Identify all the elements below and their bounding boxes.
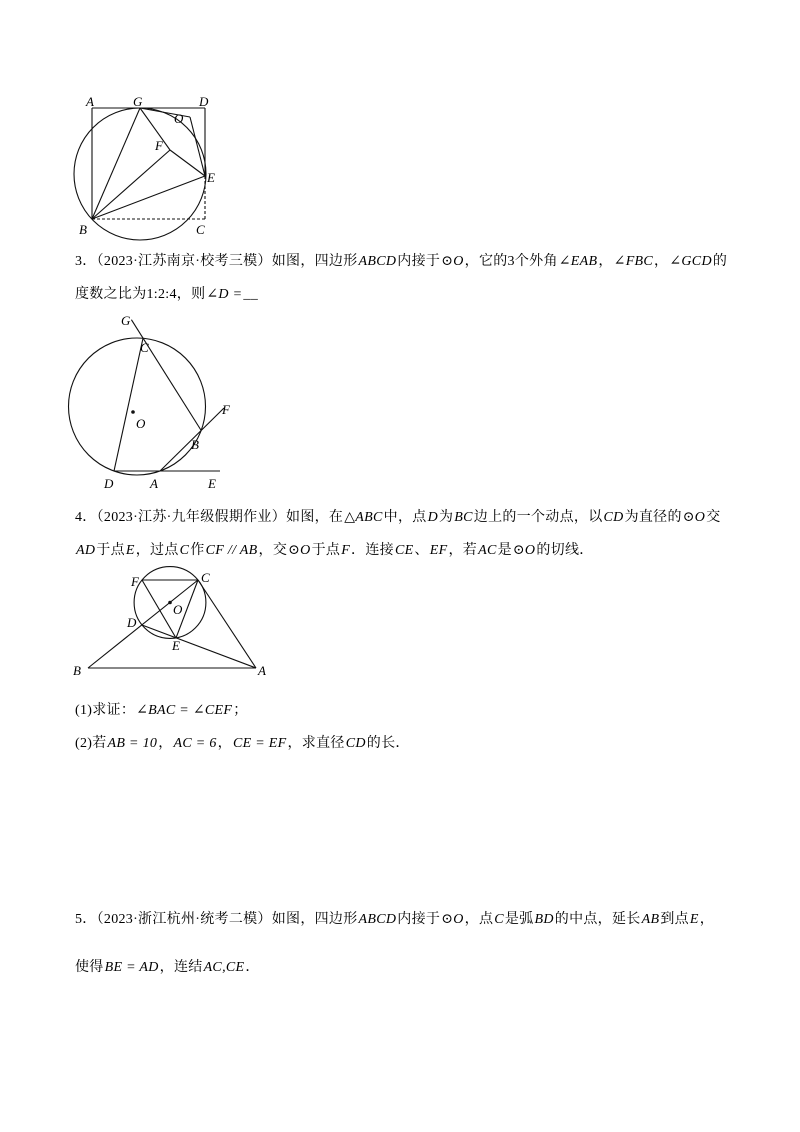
label-b: B: [79, 222, 87, 237]
figure-1: [60, 88, 230, 248]
segment-gb: [131, 320, 201, 431]
math-expression: AB = 10: [107, 736, 158, 751]
text-run: 于点: [311, 543, 341, 558]
figure-2: [60, 305, 245, 495]
text-run: 是弧: [504, 912, 534, 927]
text-run: 于点: [96, 543, 125, 558]
math-expression: ∠EAB: [558, 254, 598, 269]
math-expression: E: [689, 912, 699, 927]
label-a: A: [150, 476, 158, 491]
text-run: (1)求证：: [75, 703, 136, 718]
label-c: C: [196, 222, 205, 237]
label-d: D: [127, 615, 137, 630]
math-expression: ∠D =: [206, 287, 243, 302]
text-run: 的切线．: [536, 543, 594, 558]
text-run: 作: [190, 543, 205, 558]
text-run: ，: [699, 912, 715, 927]
text-run: 边上的一个动点，以: [473, 510, 603, 525]
math-expression: AC: [478, 543, 497, 558]
text-run: ，则: [176, 287, 206, 302]
math-expression: ABCD: [358, 912, 397, 927]
text-run: 内接于: [397, 254, 441, 269]
text-run: ，若: [448, 543, 478, 558]
problem-3-line-1: [75, 253, 727, 271]
text-run: 是: [497, 543, 512, 558]
label-d: D: [199, 94, 209, 109]
segment-bg: [92, 108, 140, 219]
text-run: ；: [233, 703, 248, 718]
math-expression: CE: [394, 543, 414, 558]
label-d: D: [104, 476, 114, 491]
text-run: 5．（2023·浙江杭州·统考二模）如图，四边形: [75, 912, 358, 927]
text-run: ，: [158, 736, 173, 751]
label-e: E: [208, 476, 216, 491]
segment-be: [92, 176, 205, 219]
math-expression: △ABC: [344, 510, 383, 525]
math-expression: C: [179, 543, 190, 558]
math-expression: ∠BAC = ∠CEF: [136, 703, 233, 718]
segment-bf: [92, 150, 170, 219]
math-expression: ∠GCD: [669, 254, 712, 269]
text-run: 度数之比为: [75, 287, 147, 302]
math-expression: ⊙O: [512, 543, 536, 558]
math-expression: ABCD: [358, 254, 397, 269]
figure-1-circle: [74, 108, 206, 240]
math-expression: E: [125, 543, 135, 558]
math-expression: CE = EF: [232, 736, 287, 751]
label-a: A: [86, 94, 94, 109]
text-run: 4．（2023·江苏·九年级假期作业）如图，在: [75, 510, 344, 525]
text-run: 为: [438, 510, 454, 525]
math-expression: D: [427, 510, 438, 525]
text-run: 内接于: [397, 912, 441, 927]
problem-4-line-2: [75, 542, 594, 560]
segment-ca: [198, 580, 256, 668]
text-run: 交: [706, 510, 721, 525]
text-run: (2)若: [75, 736, 107, 751]
text-run: 到点: [660, 912, 689, 927]
math-expression: ⊙O: [441, 912, 464, 927]
text-run: ，它的3个外角: [464, 254, 558, 269]
figure-2-circle: [69, 338, 206, 475]
text-run: ，点: [464, 912, 494, 927]
text-run: ，连结: [159, 960, 203, 975]
math-expression: BE = AD: [104, 960, 159, 975]
text-run: __: [243, 287, 258, 302]
problem-3-line-2: [75, 286, 258, 304]
label-o: O: [173, 602, 183, 617]
segment-da: [142, 625, 256, 668]
math-expression: AC,CE: [203, 960, 245, 975]
label-e: E: [207, 170, 215, 185]
math-expression: ⊙O: [441, 254, 464, 269]
text-run: ，求直径: [287, 736, 345, 751]
math-expression: ⊙O: [288, 543, 311, 558]
text-run: ，交: [258, 543, 288, 558]
text-run: 1:2:4: [146, 287, 177, 302]
text-run: 3．（2023·江苏南京·校考三模）如图，四边形: [75, 254, 358, 269]
figure-3: [60, 565, 280, 685]
label-g: G: [121, 313, 131, 328]
label-f: F: [131, 574, 139, 589]
problem-4-part-1: [75, 702, 248, 720]
problem-4-line-1: [75, 509, 721, 527]
center-dot: [168, 601, 172, 605]
text-run: ．连接: [351, 543, 394, 558]
math-expression: CD: [345, 736, 366, 751]
text-run: ，过点: [135, 543, 179, 558]
math-expression: EF: [429, 543, 448, 558]
text-run: ，: [217, 736, 232, 751]
label-c: C: [140, 340, 149, 355]
text-run: 的: [712, 254, 728, 269]
problem-4-part-2: [75, 735, 410, 753]
text-run: ．: [245, 960, 260, 975]
text-run: 的长．: [366, 736, 410, 751]
label-o: O: [136, 416, 146, 431]
problem-5-line-2: [75, 959, 260, 977]
math-expression: AD: [76, 543, 96, 558]
math-expression: CF // AB: [205, 543, 258, 558]
label-f: F: [155, 138, 163, 153]
text-run: ，: [654, 254, 669, 269]
center-dot: [131, 410, 135, 414]
text-run: 中，点: [383, 510, 427, 525]
math-expression: CD: [603, 510, 624, 525]
math-expression: BC: [454, 510, 473, 525]
label-e: E: [172, 638, 180, 653]
text-run: 为直径的: [624, 510, 682, 525]
label-g: G: [133, 94, 143, 109]
text-run: 使得: [75, 960, 104, 975]
label-b: B: [73, 663, 81, 678]
math-expression: ∠FBC: [613, 254, 654, 269]
label-c: C: [201, 570, 210, 585]
label-f: F: [222, 402, 230, 417]
math-expression: ⊙O: [682, 510, 706, 525]
label-o: O: [174, 111, 184, 126]
math-expression: AC = 6: [173, 736, 217, 751]
segment-cd: [114, 338, 143, 471]
math-expression: F: [341, 543, 351, 558]
label-a: A: [258, 663, 266, 678]
text-run: 的中点，延长: [554, 912, 641, 927]
problem-5-line-1: [75, 911, 714, 929]
segment-fe: [142, 580, 176, 638]
math-expression: AB: [641, 912, 660, 927]
text-run: 、: [414, 543, 429, 558]
label-b: B: [191, 437, 199, 452]
math-expression: C: [494, 912, 504, 927]
text-run: ，: [598, 254, 613, 269]
math-expression: BD: [534, 912, 554, 927]
